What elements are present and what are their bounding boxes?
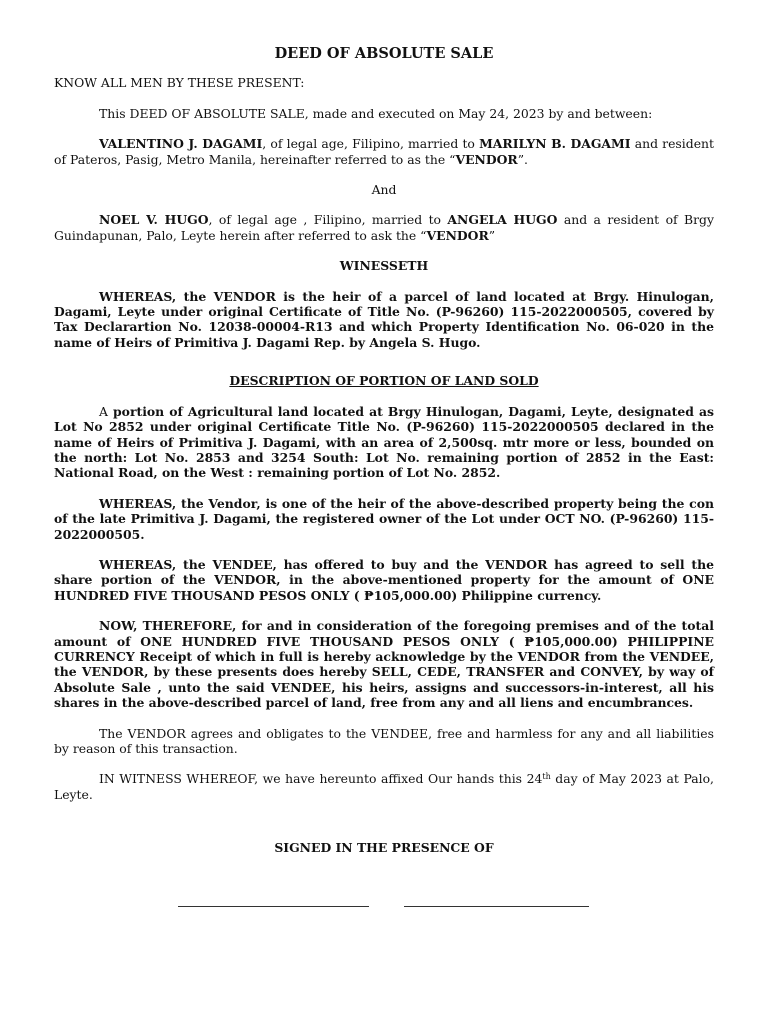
party1-text-c: ”. bbox=[517, 151, 528, 167]
party1-role: VENDOR bbox=[455, 151, 518, 167]
party2-text-a: , of legal age , Filipino, married to bbox=[208, 212, 448, 228]
document-title: DEED OF ABSOLUTE SALE bbox=[274, 45, 494, 62]
description-body: portion of Agricultural land located at Brgy Hinulogan, Dagami, Leyte, designated as Lot No 2852 under original Certificate Title No. (P-96260) 115-2022000505 declared in the name of Heirs of Primitiva J. Dagami, with an area of 2,500sq. mtr more or less, bounded on the north: Lot No. 2853 and 3254 South: Lot No. remaining portion of 2852 in the East: National Road, on the West : remaining portion of Lot No. 2852. bbox=[54, 403, 714, 481]
and-label: And bbox=[371, 182, 397, 198]
witnesseth-heading: WINESSETH bbox=[339, 258, 429, 274]
witness-signature-line-2 bbox=[404, 906, 589, 907]
party2-paragraph bbox=[54, 212, 714, 243]
description-paragraph bbox=[54, 404, 714, 481]
now-therefore-paragraph: NOW, THEREFORE, for and in consideration of the foregoing premises and of the total amount of ONE HUNDRED FIVE THOUSAND PESOS ONLY ( ₱105,000.00) PHILIPPINE CURRENCY Receipt of which in full is hereby acknowledge by the VENDOR from the VENDEE, the VENDOR, by these presents does hereby SELL, CEDE, TRANSFER and CONVEY, by way of Absolute Sale , unto the said VENDEE, his heirs, assigns and successors-in-interest, all his shares in the above-described parcel of land, free from any and all liens and encumbrances. bbox=[54, 618, 714, 711]
witness-after-day: day of May 2023 at Palo, Leyte. bbox=[54, 771, 714, 802]
greeting: KNOW ALL MEN BY THESE PRESENT: bbox=[54, 75, 305, 91]
party2-text-c: ” bbox=[488, 227, 496, 243]
party1-text-b: and resident of Pateros, Pasig, Metro Manila, hereinafter referred to as the “ bbox=[54, 136, 714, 167]
party2-role: VENDOR bbox=[426, 227, 489, 243]
party1-paragraph bbox=[54, 136, 714, 167]
whereas-paragraph-2: WHEREAS, the Vendor, is one of the heir of the above-described property being the con of the late Primitiva J. Dagami, the registered owner of the Lot under OCT NO. (P-96260) 115-2022000505. bbox=[54, 495, 714, 542]
party1-name: VALENTINO J. DAGAMI bbox=[99, 136, 263, 152]
signature-lines bbox=[0, 906, 768, 908]
witness-paragraph bbox=[54, 771, 714, 802]
description-heading: DESCRIPTION OF PORTION OF LAND SOLD bbox=[229, 373, 539, 389]
intro-paragraph: This DEED OF ABSOLUTE SALE, made and executed on May 24, 2023 by and between: bbox=[99, 105, 653, 121]
witness-signature-line-1 bbox=[178, 906, 369, 907]
party2-name: NOEL V. HUGO bbox=[99, 212, 209, 228]
description-lead: A bbox=[99, 403, 108, 419]
party2-text-b: and a resident of Brgy Guindapunan, Palo, Leyte herein after referred to ask the “ bbox=[54, 212, 714, 243]
witness-before-day: IN WITNESS WHEREOF, we have hereunto affixed Our hands this 24 bbox=[99, 771, 543, 787]
party2-spouse: ANGELA HUGO bbox=[447, 212, 558, 228]
party1-spouse: MARILYN B. DAGAMI bbox=[479, 136, 631, 152]
witness-ordinal: th bbox=[542, 772, 551, 782]
whereas-paragraph-1: WHEREAS, the VENDOR is the heir of a parcel of land located at Brgy. Hinulogan, Dagami, Leyte under original Certificate of Title No. (P-96260) 115-2022000505, covered by Tax Declarartion No. 12038-00004-R13 and which Property Identification No. 06-020 in the name of Heirs of Primitiva J. Dagami Rep. by Angela S. Hugo. bbox=[54, 288, 714, 350]
signed-heading: SIGNED IN THE PRESENCE OF bbox=[274, 840, 494, 856]
whereas-paragraph-3: WHEREAS, the VENDEE, has offered to buy and the VENDOR has agreed to sell the share portion of the VENDOR, in the above-mentioned property for the amount of ONE HUNDRED FIVE THOUSAND PESOS ONLY ( ₱105,000.00) Philippine currency. bbox=[54, 556, 714, 603]
party1-text-a: , of legal age, Filipino, married to bbox=[262, 136, 480, 152]
agreement-paragraph: The VENDOR agrees and obligates to the VENDEE, free and harmless for any and all liabilities by reason of this transaction. bbox=[54, 725, 714, 756]
